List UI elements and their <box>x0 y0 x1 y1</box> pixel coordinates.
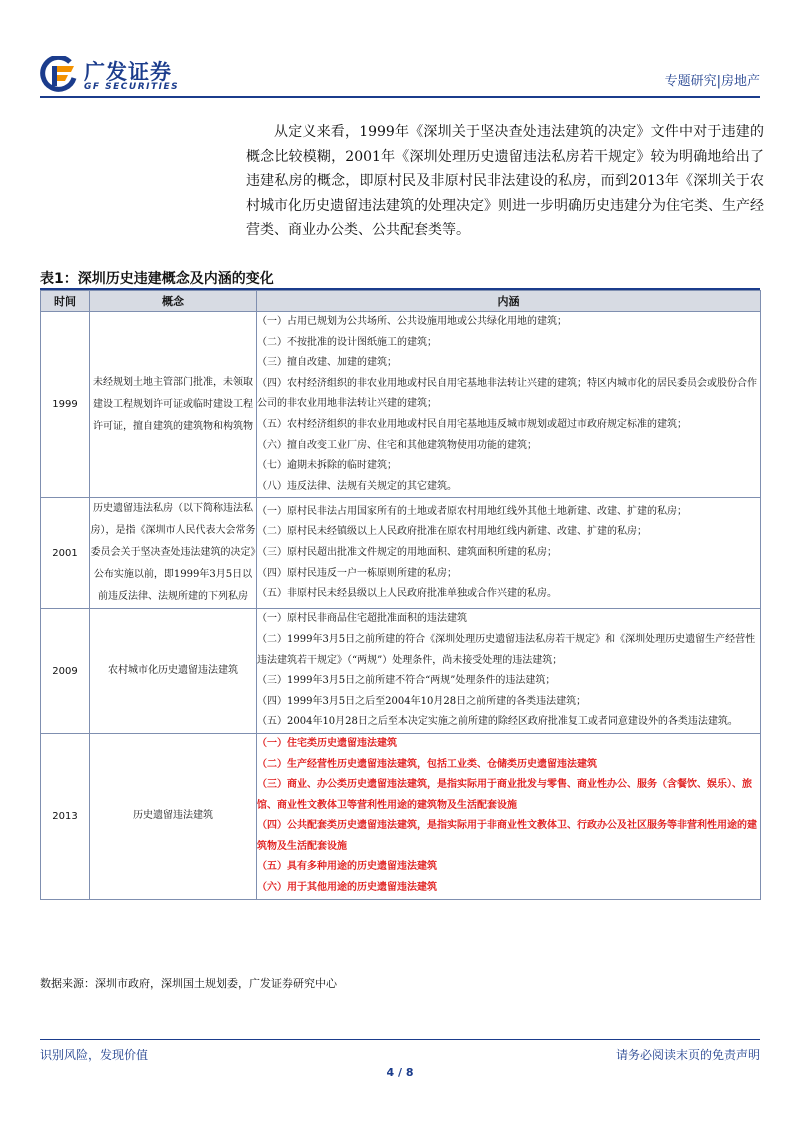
content-item: （一）占用已规划为公共场所、公共设施用地或公共绿化用地的建筑； <box>257 316 567 327</box>
year-cell: 2009 <box>41 609 90 734</box>
column-header-concept: 概念 <box>90 291 257 312</box>
content-item: （七）逾期未拆除的临时建筑； <box>257 460 397 472</box>
table-row-1999 <box>41 312 761 498</box>
logo-english-text: GF SECURITIES <box>84 82 180 92</box>
content-item: （八）违反法律、法规有关规定的其它建筑。 <box>257 480 457 492</box>
concept-cell: 农村城市化历史遗留违法建筑 <box>90 609 257 734</box>
content-item: （三）擅自改建、加建的建筑； <box>257 357 397 369</box>
content-item: （五）具有多种用途的历史遗留违法建筑 <box>257 861 437 873</box>
column-header-time: 时间 <box>41 291 90 312</box>
content-item: （二）原村民未经镇级以上人民政府批准在原农村用地红线内新建、改建、扩建的私房； <box>257 526 647 538</box>
footer-slogan: 识别风险，发现价值 <box>40 1048 149 1062</box>
content-item: （五）2004年10月28日之后至本决定实施之前所建的除经区政府批准复工或者同意建设外的各类违法建筑。 <box>257 716 738 728</box>
content-item: （一）住宅类历史遗留违法建筑 <box>257 737 397 749</box>
year-cell: 1999 <box>41 312 90 498</box>
content-item: （五）农村经济组织的非农业用地或村民自用宅基地违反城市规划或超过市政府规定标准的建筑； <box>257 418 687 430</box>
content-item: （五）非原村民未经县级以上人民政府批准单独或合作兴建的私房。 <box>257 588 557 600</box>
content-cell <box>257 609 761 734</box>
content-cell <box>257 312 761 498</box>
content-item: （一）原村民非法占用国家所有的土地或者原农村用地红线外其他土地新建、改建、扩建的私房； <box>257 505 687 517</box>
content-item: （二）1999年3月5日之前所建的符合《深圳处理历史遗留违法私房若干规定》和《深圳处理历史遗留生产经营性违法建筑若干规定》（“两规”）处理条件，尚未接受处理的违法建筑； <box>257 633 756 666</box>
gf-logo-icon <box>40 56 78 94</box>
year-cell: 2013 <box>41 733 90 899</box>
content-item: （四）农村经济组织的非农业用地或村民自用宅基地非法转让兴建的建筑；特区内城市化的居民委员会或股份合作公司的非农业用地非法转让兴建的建筑； <box>257 377 757 410</box>
footer-divider <box>40 1039 760 1040</box>
content-item: （三）商业、办公类历史遗留违法建筑，是指实际用于商业批发与零售、商业性办公、服务（含餐饮、娱乐）、旅馆、商业性文教体卫等营利性用途的建筑物及生活配套设施 <box>257 779 752 811</box>
page-number: 4 / 8 <box>386 1066 414 1079</box>
content-item: （一）原村民非商品住宅超批准面积的违法建筑 <box>257 613 467 625</box>
footer-disclaimer: 请务必阅读末页的免责声明 <box>615 1048 760 1062</box>
gf-securities-logo <box>40 56 260 96</box>
intro-paragraph: 从定义来看，1999年《深圳关于坚决查处违法建筑的决定》文件中对于违建的概念比较模糊，2001年《深圳处理历史遗留违法私房若干规定》较为明确地给出了违建私房的概念，即原村民及非原村民非法建设的私房，而到2013年《深圳关于农村城市化历史遗留违法建筑的处理决定》则进一步明确历史违建分为住宅类、生产经营类、商业办公类、公共配套类等。 <box>246 124 764 238</box>
content-item: （四）1999年3月5日之后至2004年10月28日之前所建的各类违法建筑； <box>257 695 587 707</box>
table-row-2009 <box>41 609 761 734</box>
header-divider <box>40 96 760 98</box>
content-item: （六）用于其他用途的历史遗留违法建筑 <box>257 882 437 894</box>
content-cell-highlighted <box>257 733 761 899</box>
content-item: （四）公共配套类历史遗留违法建筑，是指实际用于非商业性文教体卫、行政办公及社区服务等非营利性用途的建筑物及生活配套设施 <box>257 820 757 852</box>
content-item: （二）不按批准的设计图纸施工的建筑； <box>257 336 437 348</box>
table-row-2001 <box>41 498 761 609</box>
content-item: （三）原村民超出批准文件规定的用地面积、建筑面积所建的私房； <box>257 547 557 559</box>
content-item: （二）生产经营性历史遗留违法建筑，包括工业类、仓储类历史遗留违法建筑 <box>257 758 597 770</box>
table-title: 表1：深圳历史违建概念及内涵的变化 <box>40 271 274 287</box>
concept-cell: 未经规划土地主管部门批准，未领取建设工程规划许可证或临时建设工程许可证，擅自建筑的建筑物和构筑物 <box>90 312 257 498</box>
table-header-row <box>41 291 761 312</box>
concept-cell: 历史遗留违法私房（以下简称违法私房），是指《深圳市人民代表大会常务委员会关于坚决查处违法建筑的决定》公布实施以前，即1999年3月5日以前违反法律、法规所建的下列私房 <box>90 498 257 609</box>
report-category: 专题研究|房地产 <box>664 74 760 89</box>
history-table <box>40 290 761 900</box>
content-cell <box>257 498 761 609</box>
logo-chinese-text: 广发证券 <box>84 60 172 84</box>
content-item: （四）原村民违反一户一栋原则所建的私房； <box>257 567 457 579</box>
column-header-content: 内涵 <box>257 291 761 312</box>
year-cell: 2001 <box>41 498 90 609</box>
concept-cell: 历史遗留违法建筑 <box>90 733 257 899</box>
content-item: （三）1999年3月5日之前所建不符合“两规”处理条件的违法建筑； <box>257 675 556 687</box>
content-item: （六）擅自改变工业厂房、住宅和其他建筑物使用功能的建筑； <box>257 439 537 451</box>
data-source-note: 数据来源：深圳市政府，深圳国土规划委，广发证券研究中心 <box>40 977 337 990</box>
table-row-2013 <box>41 733 761 899</box>
